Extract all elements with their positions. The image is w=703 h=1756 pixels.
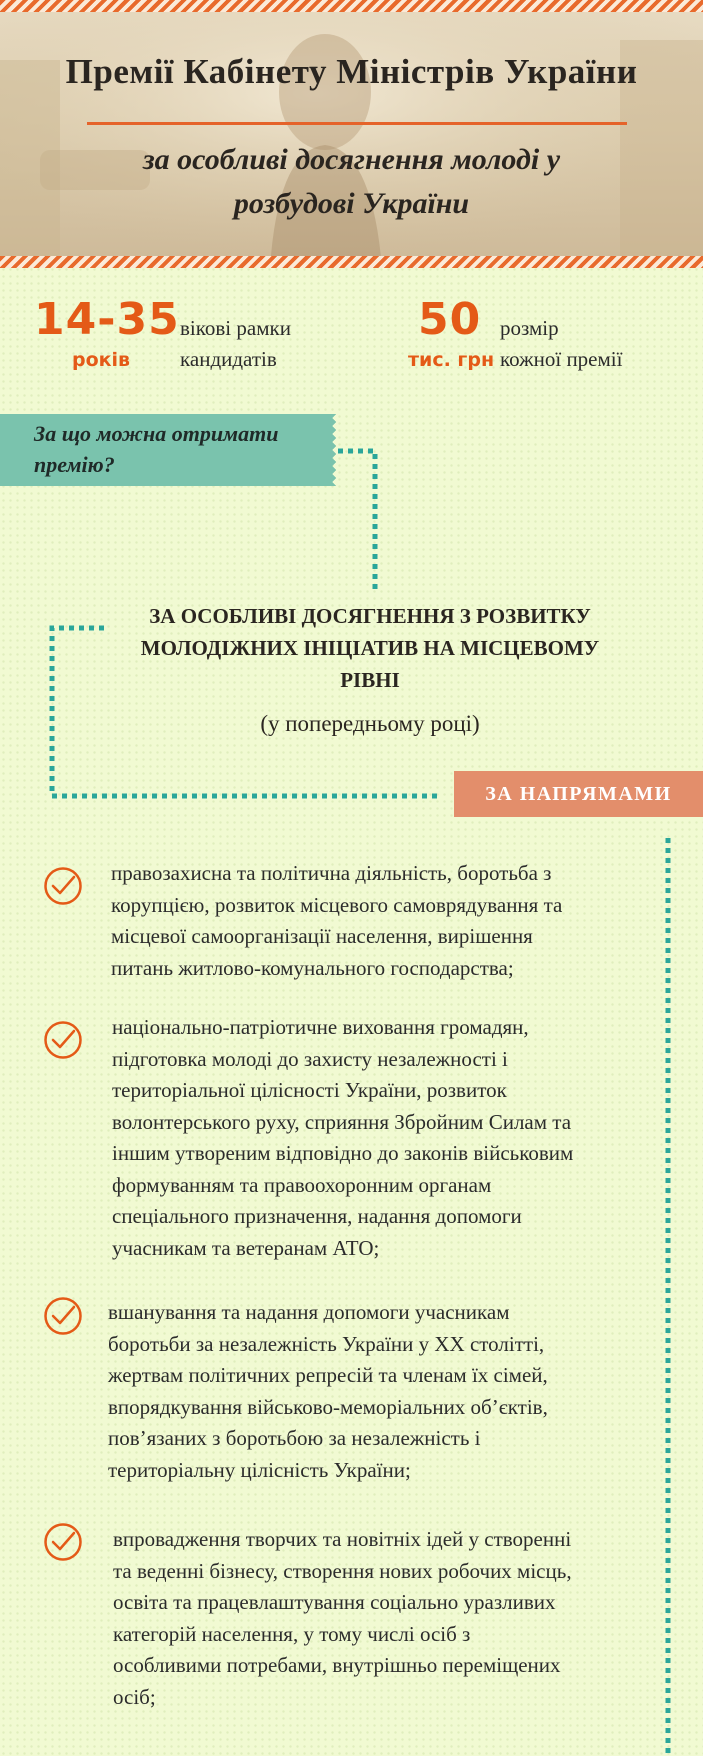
connector-question-to-section [338,451,375,590]
text-line: та веденні бізнесу, створення нових робочих місць, [113,1558,572,1583]
age-desc-line-2: кандидатів [180,347,277,371]
directions-banner: ЗА НАПРЯМАМИ [454,771,703,817]
list-item-text [111,858,641,984]
list-item-text [113,1524,643,1713]
text-line: пов’язаних з боротьбою за незалежність і [108,1426,481,1450]
section-subtitle: (у попередньому році) [260,711,480,736]
subtitle-line-2: розбудові України [233,187,470,220]
text-line: жертвам політичних репресій та членам їх сімей, [108,1363,548,1387]
text-line: іншим утвореним відповідно до законів військовим [112,1141,574,1165]
text-line: формуванням та правоохоронним органам [112,1172,492,1197]
text-line: територіальної цілісності України, розвиток [112,1078,507,1102]
age-desc-line-1: вікові рамки [180,316,291,340]
check-circle-icon [43,1296,83,1336]
text-line: правозахисна та політична діяльність, боротьба з [111,861,552,885]
text-line: вшанування та надання допомоги учасникам [108,1300,510,1324]
text-line: підготовка молоді до захисту незалежності і [112,1046,508,1071]
list-item-text [112,1012,642,1264]
prize-desc-line-2: кожної премії [500,347,623,371]
question-line-1: За що можна отримати [34,421,279,446]
section-title-line-2: МОЛОДІЖНИХ ІНІЦІАТИВ НА МІСЦЕВОМУ [140,636,600,660]
question-line-2: премію? [34,452,115,477]
text-line: місцевої самоорганізації населення, вирішення [111,924,533,948]
text-line: впровадження творчих та новітніх ідей у створенні [113,1527,572,1551]
age-range-number: 14-35 [34,294,180,345]
page-title: Премії Кабінету Міністрів України [65,52,638,91]
section-title [100,600,640,696]
text-line: освіта та працевлаштування соціально уразливих [113,1590,556,1614]
subtitle-line-1: за особливі досягнення молоді у [142,143,561,176]
section-title-line-1: ЗА ОСОБЛИВІ ДОСЯГНЕННЯ З РОЗВИТКУ [149,604,591,628]
text-line: категорій населення, у тому числі осіб з [113,1621,471,1646]
section-title-line-3: РІВНІ [340,668,400,692]
text-line: учасникам та ветеранам АТО; [112,1235,380,1260]
text-line: осіб; [113,1684,156,1709]
prize-amount-unit: тис. грн [408,349,495,371]
prize-desc-line-1: розмір [500,316,559,340]
check-circle-icon [43,1522,83,1562]
text-line: спеціального призначення, надання допомоги [112,1204,522,1228]
check-circle-icon [43,866,83,906]
text-line: особливими потребами, внутрішньо переміщених [113,1653,561,1677]
check-circle-icon [43,1020,83,1060]
text-line: впорядкування військово-меморіальних об’єктів, [108,1394,548,1419]
prize-amount-number: 50 [418,294,482,345]
text-line: волонтерського руху, сприяння Збройним Силам та [112,1109,572,1134]
text-line: корупцією, розвиток місцевого самоврядування та [111,892,563,917]
text-line: питань житлово-комунального господарства; [111,955,514,980]
list-item-text [108,1297,638,1486]
text-line: національно-патріотичне виховання громадян, [112,1015,529,1039]
age-range-unit: років [72,349,131,371]
text-line: боротьби за незалежність України у ХХ столітті, [108,1331,545,1356]
text-line: територіальну цілісність України; [108,1457,411,1482]
